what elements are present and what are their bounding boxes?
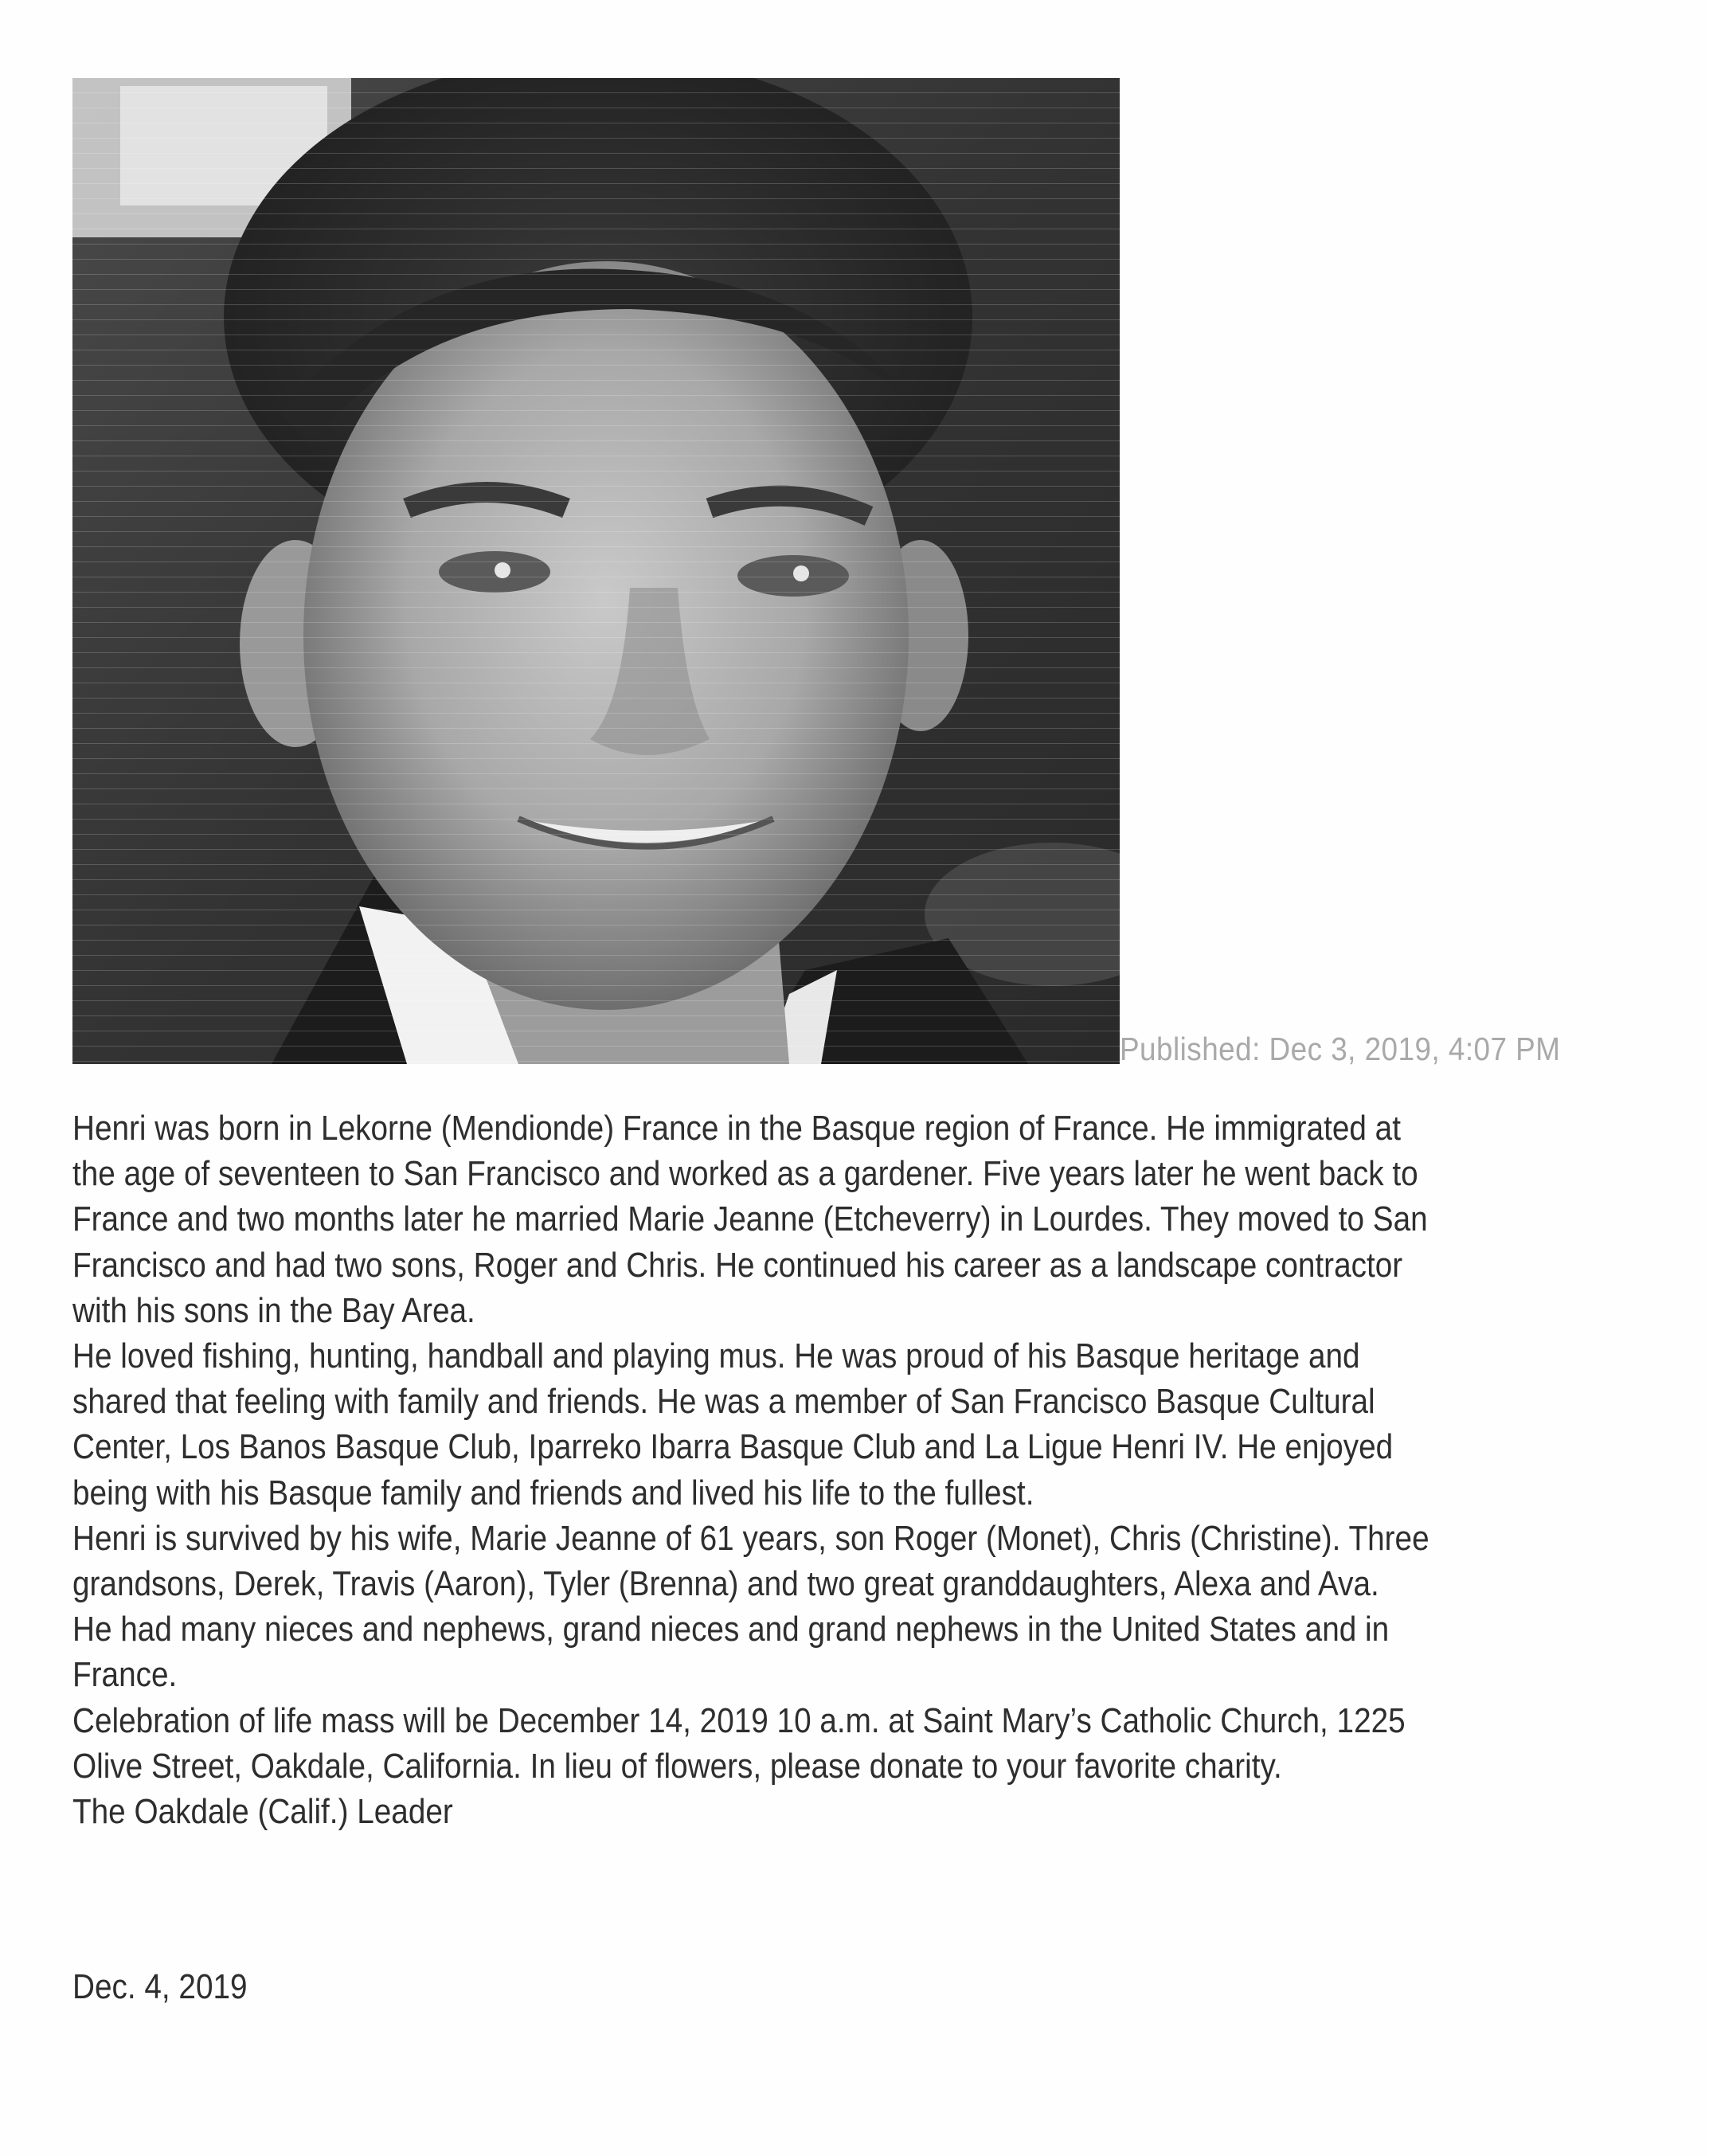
body-line: Celebration of life mass will be December 14, 2019 10 a.m. at Saint Mary’s Catholic Church, 1225	[72, 1700, 1406, 1740]
obituary-body	[72, 1105, 1600, 1834]
portrait-photo	[72, 78, 1120, 1064]
source-credit: The Oakdale (Calif.) Leader	[72, 1792, 453, 1832]
published-timestamp: Published: Dec 3, 2019, 4:07 PM	[1120, 1031, 1561, 1067]
body-line: with his sons in the Bay Area.	[72, 1290, 475, 1330]
portrait-image	[72, 78, 1120, 1064]
body-line: Henri was born in Lekorne (Mendionde) France in the Basque region of France. He immigrated at	[72, 1109, 1401, 1148]
body-line: France.	[72, 1655, 178, 1695]
body-line: He loved fishing, hunting, handball and playing mus. He was proud of his Basque heritage and	[72, 1336, 1360, 1376]
body-line: Francisco and had two sons, Roger and Chris. He continued his career as a landscape contractor	[72, 1245, 1403, 1285]
body-line: He had many nieces and nephews, grand nieces and grand nephews in the United States and in	[72, 1610, 1390, 1649]
body-line: France and two months later he married Marie Jeanne (Etcheverry) in Lourdes. They moved to San	[72, 1199, 1428, 1239]
body-line: being with his Basque family and friends and lived his life to the fullest.	[72, 1473, 1034, 1512]
dateline: Dec. 4, 2019	[72, 1967, 248, 2006]
body-line: the age of seventeen to San Francisco and worked as a gardener. Five years later he went back to	[72, 1154, 1418, 1194]
body-line: Olive Street, Oakdale, California. In lieu of flowers, please donate to your favorite charity.	[72, 1746, 1282, 1786]
body-line: Center, Los Banos Basque Club, Iparreko Ibarra Basque Club and La Ligue Henri IV. He enjoyed	[72, 1427, 1394, 1467]
body-line: grandsons, Derek, Travis (Aaron), Tyler (Brenna) and two great granddaughters, Alexa and Ava.	[72, 1564, 1379, 1604]
body-line: Henri is survived by his wife, Marie Jeanne of 61 years, son Roger (Monet), Chris (Christine). Three	[72, 1518, 1429, 1558]
body-line: shared that feeling with family and friends. He was a member of San Francisco Basque Cultural	[72, 1382, 1375, 1422]
